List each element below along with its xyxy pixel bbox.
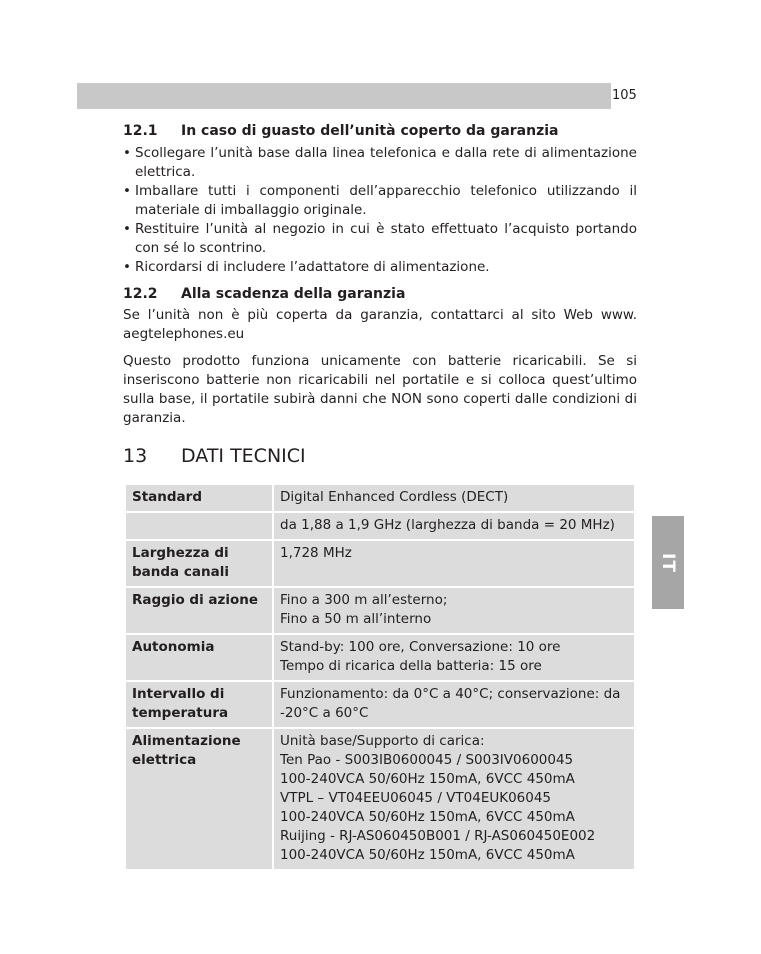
- spec-label: Raggio di azione: [125, 587, 273, 634]
- spec-value: Digital Enhanced Cordless (DECT): [273, 484, 635, 512]
- spec-value: 1,728 MHz: [273, 540, 635, 587]
- spec-value: Funzionamento: da 0°C a 40°C; conservazione: da -20°C a 60°C: [273, 681, 635, 728]
- table-row: [125, 728, 635, 870]
- header-bar: [77, 83, 611, 109]
- spec-value: Stand-by: 100 ore, Conversazione: 10 ore Tempo di ricarica della batteria: 15 ore: [273, 634, 635, 681]
- page-number: 105: [612, 88, 637, 103]
- table-row: [125, 484, 635, 512]
- section-number: 13: [123, 445, 148, 467]
- section-title: Alla scadenza della garanzia: [181, 286, 406, 302]
- spec-label: Standard: [125, 484, 273, 512]
- page-content: [123, 122, 637, 468]
- language-tab: [652, 516, 684, 609]
- section-12-2-heading: [123, 285, 637, 303]
- paragraph: Questo prodotto funziona unicamente con batterie ricaricabili. Se si inseriscono batterie non ricaricabili nel portatile e si colloca quest’ultimo sulla base, il portatile subirà danni che NON sono coperti dalle condizioni di garanzia.: [123, 353, 637, 426]
- list-item: • Scollegare l’unità base dalla linea telefonica e dalla rete di alimentazione elettrica.: [123, 144, 637, 182]
- spec-label: Intervallo di temperatura: [125, 681, 273, 728]
- spec-table: [124, 483, 636, 871]
- section-number: 12.2: [123, 286, 158, 302]
- list-item: • Imballare tutti i componenti dell’apparecchio telefonico utilizzando il materiale di imballaggio originale.: [123, 182, 637, 220]
- bullet-list: [123, 144, 637, 277]
- list-item: • Ricordarsi di includere l’adattatore di alimentazione.: [123, 258, 637, 277]
- table-row: [125, 540, 635, 587]
- spec-value: Unità base/Supporto di carica: Ten Pao - S003IB0600045 / S003IV0600045 100-240VCA 50/60Hz 150mA, 6VCC 450mA VTPL – VT04EEU06045 / VT04EUK06045 100-240VCA 50/60Hz 150mA, 6VCC 450mA Ruijing - RJ-AS060450B001 / RJ-AS060450E002 100-240VCA 50/60Hz 150mA, 6VCC 450mA: [273, 728, 635, 870]
- section-title: In caso di guasto dell’unità coperto da garanzia: [181, 123, 559, 139]
- table-row: [125, 587, 635, 634]
- paragraph: Se l’unità non è più coperta da garanzia, contattarci al sito Web www. aegtelephones.eu: [123, 307, 637, 342]
- list-item: • Restituire l’unità al negozio in cui è stato effettuato l’acquisto portando con sé lo scontrino.: [123, 220, 637, 258]
- table-row: [125, 634, 635, 681]
- table-row: [125, 681, 635, 728]
- section-13-heading: [123, 444, 637, 468]
- spec-label: Larghezza di banda canali: [125, 540, 273, 587]
- spec-value: Fino a 300 m all’esterno; Fino a 50 m all’interno: [273, 587, 635, 634]
- spec-label: [125, 512, 273, 540]
- section-title: DATI TECNICI: [181, 445, 306, 467]
- table-row: [125, 512, 635, 540]
- section-12-1-heading: [123, 122, 637, 140]
- section-number: 12.1: [123, 123, 158, 139]
- language-tab-label: IT: [658, 552, 678, 573]
- spec-label: Autonomia: [125, 634, 273, 681]
- spec-value: da 1,88 a 1,9 GHz (larghezza di banda = 20 MHz): [273, 512, 635, 540]
- spec-label: Alimentazione elettrica: [125, 728, 273, 870]
